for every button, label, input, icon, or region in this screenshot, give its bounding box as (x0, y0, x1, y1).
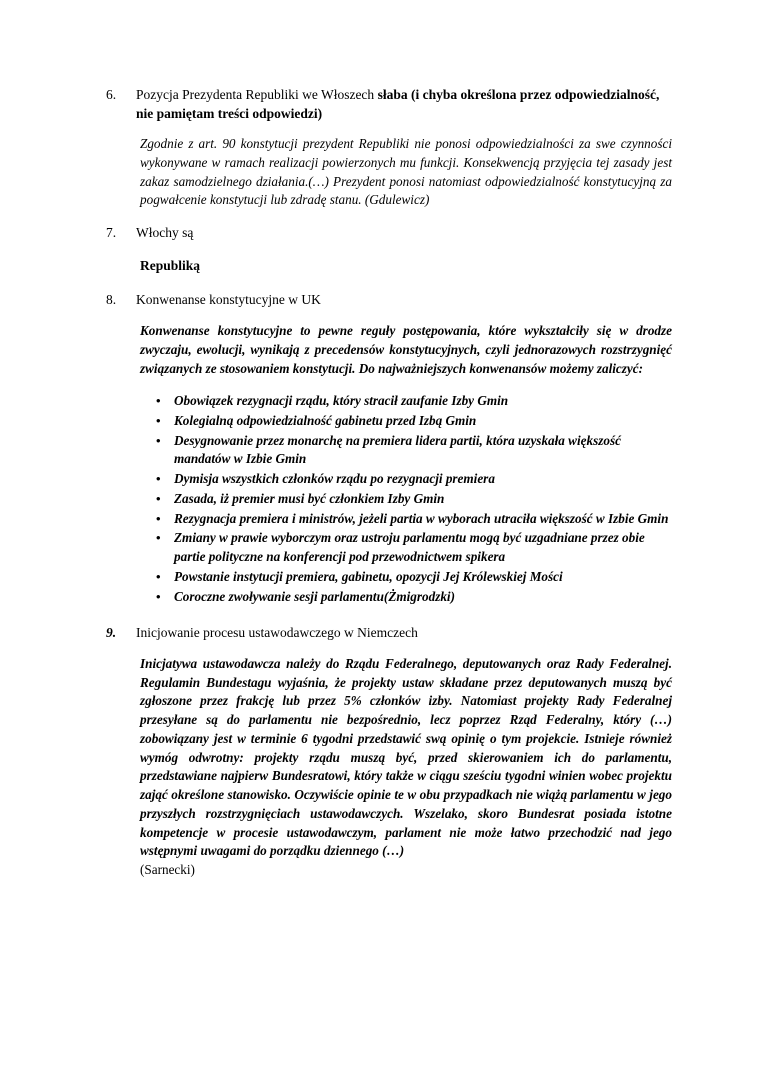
item-number: 8. (106, 292, 117, 308)
item-number: 6. (106, 87, 117, 102)
item-number: 7. (106, 225, 117, 241)
list-item: • Rezygnacja premiera i ministrów, jeżeli partia w wyborach utraciła większość w Izbie Gmin (174, 510, 674, 529)
list-item (104, 291, 674, 310)
item-text-bold: słaba (i chyba określona przez odpowiedzialność, nie pamiętam treści odpowiedzi) (136, 87, 660, 121)
quote-9-attribution: (Sarnecki) (140, 862, 195, 878)
item-text (136, 86, 674, 123)
quote-9-text: Inicjatywa ustawodawcza należy do Rządu Federalnego, deputowanych oraz Rady Federalnej. Regulamin Bundestagu wyjaśnia, że projekty ustaw składane przez deputowanych muszą być zgłoszone przez frakcję lub przez 5% członków izby. Natomiast projekty Rady Federalnej przesyłane są do parlamentu nie bezpośrednio, lecz poprzez Rząd Federalny, który (…) zobowiązany jest w terminie 6 tygodni przedstawić swą opinię o tym projekcie. Istnieje również wymóg odwrotny: projekty rządu muszą być, przed skierowaniem ich do parlamentu, przedstawiane najpierw Bundesratowi, który także w ciągu sześciu tygodni winien wobec projektu zająć określone stanowisko. Oczywiście opinie te w obu przypadkach nie wiążą parlamentu w jego przyszłych rozstrzygnięciach ustawodawczych. Wszelako, skoro Bundesrat posiada istotne kompetencje w procesie ustawodawczym, parlament nie może łatwo przechodzić nad jego wstępnymi uwagami do porządku dziennego (…) (140, 655, 672, 859)
list-item: • Zmiany w prawie wyborczym oraz ustroju parlamentu mogą być uzgadniane przez obie partie polityczne na konferencji pod przewodnictwem spikera (174, 529, 674, 566)
list-item: • Desygnowanie przez monarchę na premiera lidera partii, która uzyskała większość mandatów w Izbie Gmin (174, 432, 674, 469)
quote-block-8-intro: Konwenanse konstytucyjne to pewne reguły postępowania, które wykształciły się w drodze zwyczaju, ewolucji, wynikają z precedensów konstytucyjnych, czyli jednorazowych rozstrzygnięć związanych ze stosowaniem konstytucji. Do najważniejszych konwenansów możemy zaliczyć: (140, 323, 672, 376)
list-item: • Zasada, iż premier musi być członkiem Izby Gmin (174, 490, 674, 509)
list-item (104, 86, 674, 123)
answer-7: Republiką (140, 257, 201, 273)
list-item (104, 224, 674, 243)
list-item: • Kolegialną odpowiedzialność gabinetu przed Izbą Gmin (174, 412, 674, 431)
document-content (104, 86, 674, 894)
quote-block-6: Zgodnie z art. 90 konstytucji prezydent Republiki nie ponosi odpowiedzialności za swe czynności wykonywane w ramach realizacji powierzonych mu funkcji. Konsekwencją przyjęcia tej zasady jest zakaz samodzielnego działania.(…) Prezydent ponosi natomiast odpowiedzialność konstytucyjną za pogwałcenie konstytucji lub zdradę stanu. (Gdulewicz) (140, 136, 672, 208)
item-text-normal: Włochy są (136, 225, 194, 241)
quote-block-9 (140, 655, 672, 880)
item-text-normal: Pozycja Prezydenta Republiki we Włoszech (136, 87, 378, 102)
item-text-normal: Konwenanse konstytucyjne w UK (136, 292, 321, 308)
item-text (136, 624, 674, 643)
list-item: • Dymisja wszystkich członków rządu po rezygnacji premiera (174, 470, 674, 489)
item-number: 9. (106, 625, 117, 641)
item-text (136, 291, 674, 310)
list-item: • Coroczne zwoływanie sesji parlamentu(Żmigrodzki) (174, 588, 674, 607)
item-text (136, 224, 674, 243)
item-text-normal: Inicjowanie procesu ustawodawczego w Niemczech (136, 625, 418, 641)
list-item (104, 624, 674, 643)
list-item: • Obowiązek rezygnacji rządu, który stracił zaufanie Izby Gmin (174, 392, 674, 411)
list-item: • Powstanie instytucji premiera, gabinetu, opozycji Jej Królewskiej Mości (174, 568, 674, 587)
bullet-list-8 (104, 392, 674, 606)
